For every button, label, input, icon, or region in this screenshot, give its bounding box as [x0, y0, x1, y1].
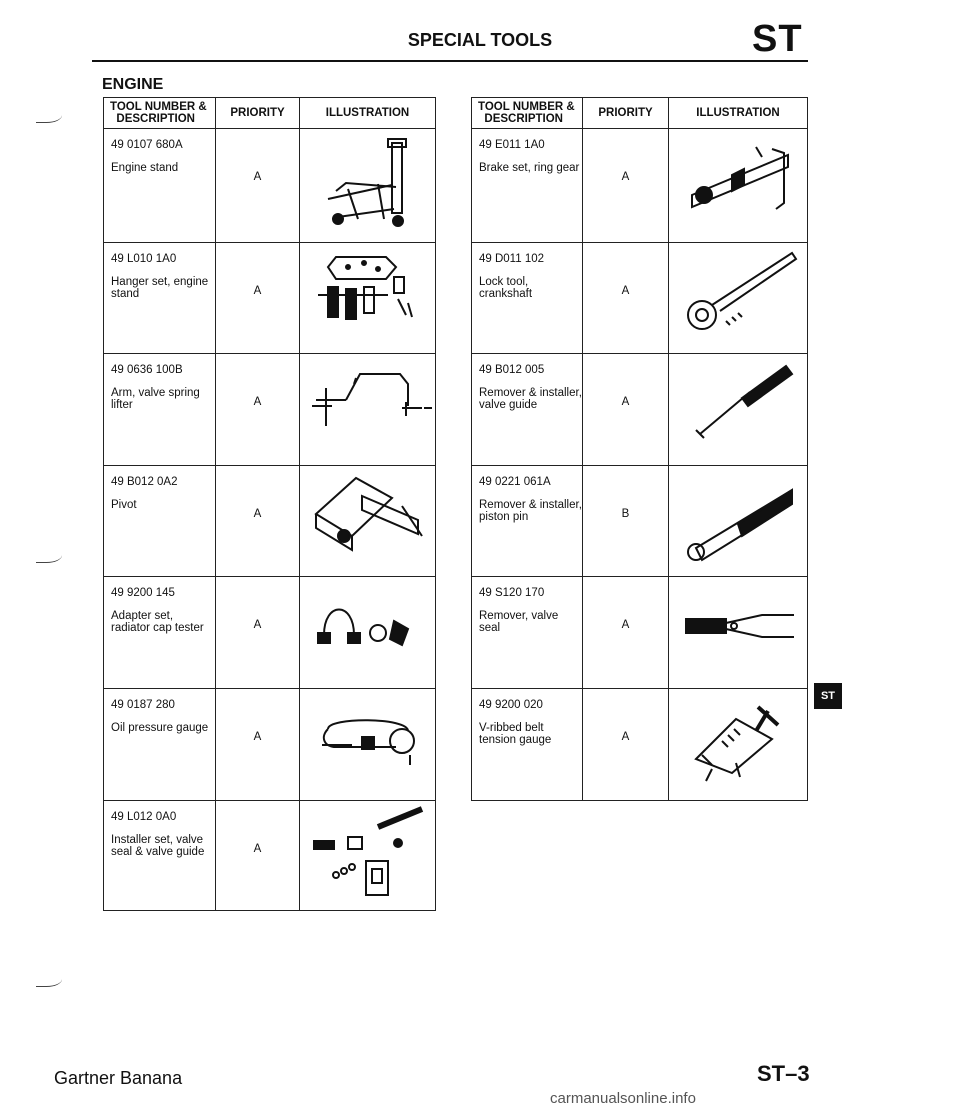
- tool-priority: A: [621, 619, 630, 631]
- tool-priority: A: [253, 396, 262, 408]
- tool-priority: A: [253, 731, 262, 743]
- tool-priority: A: [621, 731, 630, 743]
- tool-number: 49 9200 020: [479, 699, 543, 711]
- footer-text: Gartner Banana: [54, 1068, 183, 1088]
- tool-description: Arm, valve spring lifter: [111, 387, 200, 411]
- tool-priority: A: [621, 285, 630, 297]
- table-row: [472, 466, 808, 577]
- column-header-priority: PRIORITY: [216, 98, 300, 129]
- tool-number: 49 S120 170: [479, 587, 545, 599]
- installer-set-icon: [300, 801, 436, 911]
- watermark: carmanualsonline.info: [550, 1090, 696, 1107]
- belt-tension-gauge-icon: [669, 689, 808, 801]
- margin-tick: [36, 974, 62, 987]
- tool-priority: A: [253, 508, 262, 520]
- table-row: [104, 129, 436, 243]
- tool-priority: A: [621, 396, 630, 408]
- tool-number: 49 0107 680A: [111, 139, 183, 151]
- tool-table-left: [103, 97, 436, 911]
- margin-tick: [36, 550, 62, 563]
- column-header-illustration: ILLUSTRATION: [669, 98, 808, 129]
- tool-number: 49 E011 1A0: [479, 139, 545, 151]
- lock-tool-icon: [669, 243, 808, 354]
- radiator-adapter-icon: [300, 577, 436, 689]
- brake-set-icon: [669, 129, 808, 243]
- tool-number: 49 0221 061A: [479, 476, 551, 488]
- tool-priority: A: [253, 285, 262, 297]
- tool-table-right: [471, 97, 808, 801]
- section-title: ENGINE: [102, 76, 164, 93]
- section-tab: ST: [814, 683, 842, 709]
- hanger-set-icon: [300, 243, 436, 354]
- column-header-description: TOOL NUMBER & DESCRIPTION: [104, 98, 216, 129]
- table-row: [104, 466, 436, 577]
- tool-number: 49 9200 145: [111, 587, 175, 599]
- valve-seal-pliers-icon: [669, 577, 808, 689]
- section-code: ST: [752, 18, 803, 60]
- margin-tick: [36, 110, 62, 123]
- tool-description: Remover, valve seal: [479, 610, 559, 634]
- tool-priority: A: [621, 171, 630, 183]
- tool-number: 49 L010 1A0: [111, 253, 177, 265]
- table-row: [104, 243, 436, 354]
- header-rule: [92, 60, 808, 62]
- tool-number: 49 B012 005: [479, 364, 545, 376]
- page-title: SPECIAL TOOLS: [407, 30, 553, 50]
- table-row: [472, 243, 808, 354]
- tool-description: Installer set, valve seal & valve guide: [111, 834, 205, 858]
- tool-description: Remover & installer, valve guide: [479, 387, 582, 411]
- tool-description: Lock tool, crankshaft: [479, 276, 533, 300]
- table-row: [472, 129, 808, 243]
- valve-guide-remover-icon: [669, 354, 808, 466]
- tool-number: 49 L012 0A0: [111, 811, 177, 823]
- tool-number: 49 D011 102: [479, 253, 545, 265]
- tool-priority: A: [253, 843, 262, 855]
- tool-description: Hanger set, engine stand: [111, 276, 209, 300]
- page-number: ST–3: [757, 1061, 810, 1086]
- tool-number: 49 B012 0A2: [111, 476, 178, 488]
- column-header-priority: PRIORITY: [583, 98, 669, 129]
- column-header-illustration: ILLUSTRATION: [300, 98, 436, 129]
- tool-number: 49 0187 280: [111, 699, 175, 711]
- table-row: [472, 689, 808, 801]
- table-row: [104, 689, 436, 801]
- tool-priority: B: [621, 508, 630, 520]
- column-header-description: TOOL NUMBER & DESCRIPTION: [472, 98, 583, 129]
- table-row: [104, 354, 436, 466]
- pivot-icon: [300, 466, 436, 577]
- table-row: [104, 577, 436, 689]
- tool-priority: A: [253, 171, 262, 183]
- tool-description: Adapter set, radiator cap tester: [111, 610, 204, 634]
- table-row: [472, 577, 808, 689]
- tool-number: 49 0636 100B: [111, 364, 183, 376]
- tool-description: Brake set, ring gear: [479, 162, 580, 174]
- table-row: [472, 354, 808, 466]
- tool-description: V-ribbed belt tension gauge: [479, 722, 552, 746]
- tool-description: Oil pressure gauge: [111, 722, 209, 734]
- tool-description: Pivot: [111, 499, 137, 511]
- tool-description: Remover & installer, piston pin: [479, 499, 582, 523]
- tool-priority: A: [253, 619, 262, 631]
- tool-description: Engine stand: [111, 162, 179, 174]
- valve-spring-lifter-icon: [300, 354, 436, 466]
- table-row: [104, 801, 436, 911]
- engine-stand-icon: [300, 129, 436, 243]
- oil-pressure-gauge-icon: [300, 689, 436, 801]
- piston-pin-remover-icon: [669, 466, 808, 577]
